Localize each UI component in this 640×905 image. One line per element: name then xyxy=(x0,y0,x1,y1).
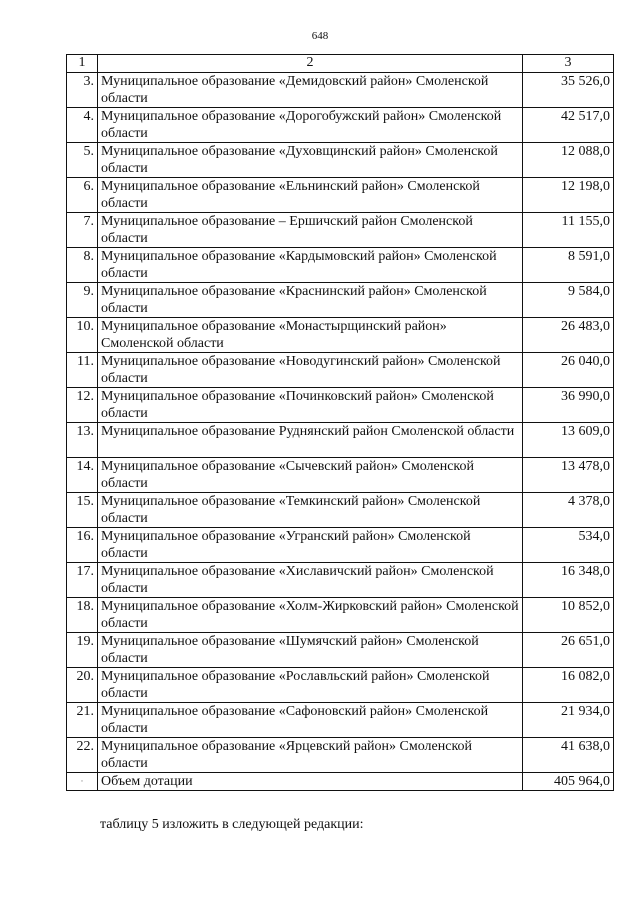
municipality-name: Муниципальное образование «Сычевский район» Смоленской области xyxy=(98,458,523,493)
grant-amount: 12 198,0 xyxy=(523,178,614,213)
table-row xyxy=(67,423,614,458)
row-number: 12. xyxy=(67,388,98,423)
municipality-name: Муниципальное образование «Сафоновский район» Смоленской области xyxy=(98,703,523,738)
municipality-name: Муниципальное образование «Хиславичский район» Смоленской области xyxy=(98,563,523,598)
municipality-name: Муниципальное образование «Духовщинский район» Смоленской области xyxy=(98,143,523,178)
grant-amount: 35 526,0 xyxy=(523,73,614,108)
table-row xyxy=(67,283,614,318)
grant-amount: 12 088,0 xyxy=(523,143,614,178)
row-number: 17. xyxy=(67,563,98,598)
row-number: 22. xyxy=(67,738,98,773)
municipality-name: Муниципальное образование Руднянский район Смоленской области xyxy=(98,423,523,458)
row-number: 10. xyxy=(67,318,98,353)
column-header-number: 1 xyxy=(67,55,98,73)
table-row xyxy=(67,178,614,213)
table-row xyxy=(67,738,614,773)
grant-amount: 42 517,0 xyxy=(523,108,614,143)
grant-amount: 26 483,0 xyxy=(523,318,614,353)
table-header-row xyxy=(67,55,614,73)
table-row xyxy=(67,458,614,493)
row-number: 18. xyxy=(67,598,98,633)
table-row xyxy=(67,143,614,178)
row-number: 7. xyxy=(67,213,98,248)
grant-amount: 41 638,0 xyxy=(523,738,614,773)
grant-table xyxy=(66,54,614,791)
grant-amount: 21 934,0 xyxy=(523,703,614,738)
municipality-name: Муниципальное образование «Ельнинский район» Смоленской области xyxy=(98,178,523,213)
page-number: 648 xyxy=(311,30,329,42)
grant-amount: 13 478,0 xyxy=(523,458,614,493)
row-number: 4. xyxy=(67,108,98,143)
row-number: 3. xyxy=(67,73,98,108)
table-row xyxy=(67,318,614,353)
municipality-name: Муниципальное образование «Краснинский район» Смоленской области xyxy=(98,283,523,318)
table-row xyxy=(67,108,614,143)
table-row xyxy=(67,248,614,283)
total-row xyxy=(67,773,614,791)
municipality-name: Муниципальное образование «Дорогобужский район» Смоленской области xyxy=(98,108,523,143)
municipality-name: Муниципальное образование «Угранский район» Смоленской области xyxy=(98,528,523,563)
municipality-name: Муниципальное образование «Ярцевский район» Смоленской области xyxy=(98,738,523,773)
row-number: 13. xyxy=(67,423,98,458)
table-row xyxy=(67,563,614,598)
municipality-name: Муниципальное образование «Кардымовский район» Смоленской области xyxy=(98,248,523,283)
column-header-name: 2 xyxy=(98,55,523,73)
table-row xyxy=(67,213,614,248)
grant-amount: 534,0 xyxy=(523,528,614,563)
row-number: 14. xyxy=(67,458,98,493)
row-number: 11. xyxy=(67,353,98,388)
municipality-name: Муниципальное образование «Темкинский район» Смоленской области xyxy=(98,493,523,528)
total-label: Объем дотации xyxy=(98,773,523,791)
row-number: 21. xyxy=(67,703,98,738)
municipality-name: Муниципальное образование «Починковский район» Смоленской области xyxy=(98,388,523,423)
column-header-sum: 3 xyxy=(523,55,614,73)
table-row xyxy=(67,528,614,563)
table-row xyxy=(67,703,614,738)
table-row xyxy=(67,598,614,633)
row-number: 15. xyxy=(67,493,98,528)
total-row-number: · xyxy=(67,773,98,791)
grant-amount: 10 852,0 xyxy=(523,598,614,633)
grant-amount: 13 609,0 xyxy=(523,423,614,458)
municipality-name: Муниципальное образование «Шумячский район» Смоленской области xyxy=(98,633,523,668)
municipality-name: Муниципальное образование – Ершичский район Смоленской области xyxy=(98,213,523,248)
table-row xyxy=(67,668,614,703)
municipality-name: Муниципальное образование «Рославльский район» Смоленской области xyxy=(98,668,523,703)
row-number: 19. xyxy=(67,633,98,668)
grant-amount: 11 155,0 xyxy=(523,213,614,248)
grant-amount: 26 040,0 xyxy=(523,353,614,388)
municipality-name: Муниципальное образование «Новодугинский район» Смоленской области xyxy=(98,353,523,388)
row-number: 16. xyxy=(67,528,98,563)
grant-amount: 26 651,0 xyxy=(523,633,614,668)
table-row xyxy=(67,388,614,423)
municipality-name: Муниципальное образование «Монастырщинский район» Смоленской области xyxy=(98,318,523,353)
grant-amount: 9 584,0 xyxy=(523,283,614,318)
municipality-name: Муниципальное образование «Холм-Жирковский район» Смоленской области xyxy=(98,598,523,633)
footer-text: таблицу 5 изложить в следующей редакции: xyxy=(100,817,364,832)
grant-amount: 16 082,0 xyxy=(523,668,614,703)
table-row xyxy=(67,493,614,528)
grant-amount: 16 348,0 xyxy=(523,563,614,598)
grant-amount: 8 591,0 xyxy=(523,248,614,283)
total-amount: 405 964,0 xyxy=(523,773,614,791)
table-row xyxy=(67,633,614,668)
municipality-name: Муниципальное образование «Демидовский район» Смоленской области xyxy=(98,73,523,108)
grant-amount: 4 378,0 xyxy=(523,493,614,528)
row-number: 9. xyxy=(67,283,98,318)
row-number: 20. xyxy=(67,668,98,703)
row-number: 6. xyxy=(67,178,98,213)
table-row xyxy=(67,353,614,388)
row-number: 5. xyxy=(67,143,98,178)
row-number: 8. xyxy=(67,248,98,283)
grant-amount: 36 990,0 xyxy=(523,388,614,423)
table-row xyxy=(67,73,614,108)
